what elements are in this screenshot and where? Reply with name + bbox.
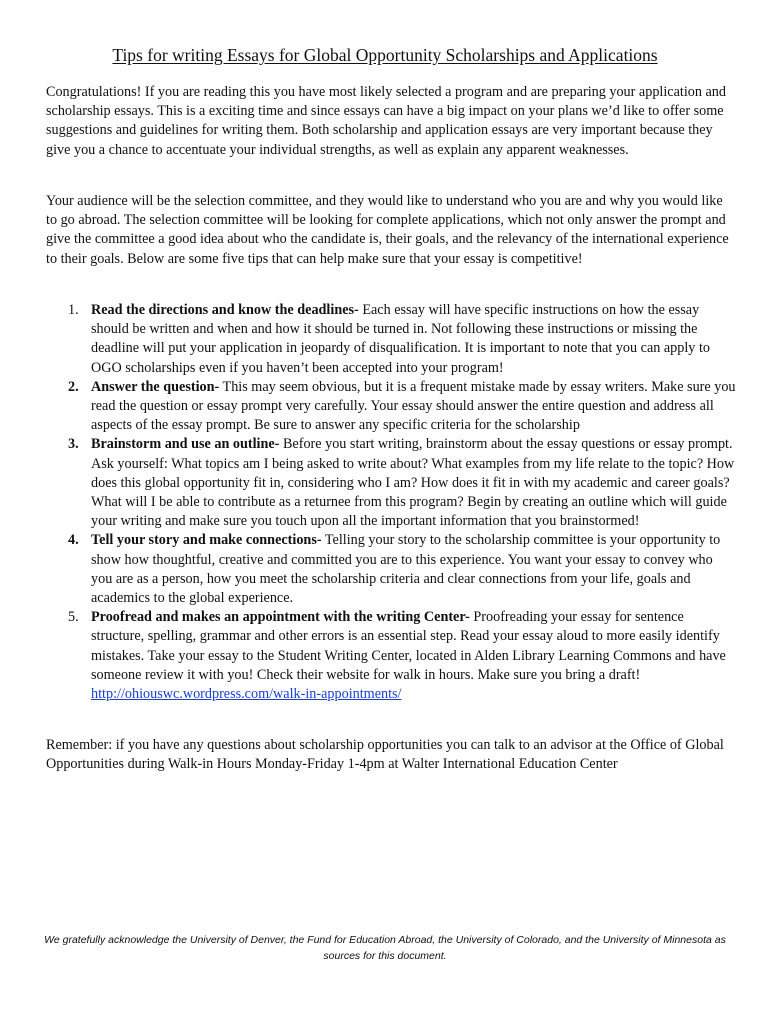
walk-in-appointments-link[interactable]: http://ohiouswc.wordpress.com/walk-in-appointments/ [91, 686, 402, 703]
intro-paragraph: Congratulations! If you are reading this you have most likely selected a program and are preparing your application and scholarship essays. This is a exciting time and since essays can have a big impact on your plans we’d like to offer some suggestions and guidelines for writing them. Both scholarship and application essays are very important because they give you a chance to accentuate your individual strengths, as well as explain any apparent weaknesses. [46, 84, 726, 158]
tip-number: 5. [68, 609, 79, 626]
tip-number: 4. [68, 532, 79, 549]
tip-title: Read the directions and know the deadlines- [91, 302, 359, 318]
tip-number: 1. [68, 302, 79, 318]
remember-paragraph: Remember: if you have any questions about scholarship opportunities you can talk to an advisor at the Office of Global Opportunities during Walk-in Hours Monday-Friday 1-4pm at Walter International Education Center [46, 737, 724, 773]
tip-title: Answer the question- [91, 378, 220, 395]
page-title: Tips for writing Essays for Global Opportunity Scholarships and Applications [112, 45, 658, 65]
tip-body: Before you start writing, brainstorm about the essay questions or essay prompt. Ask yourself: What topics am I being asked to write about? What examples from my life relate to the topic? How does this global opportunity fit in, considering who I am? How does it fit in with my academic and career goals? What will I be able to contribute as a returnee from this program? Begin by creating an outline which will guide your writing and make sure you touch upon all the important information that you brainstormed! [91, 436, 735, 530]
tip-body: Proofreading your essay for sentence structure, spelling, grammar and other errors is an essential step. Read your essay aloud to more easily identify mistakes. Take your essay to the Student Writing Center, located in Alden Library Learning Commons and have someone review it with you! Check their website for walk in hours. Make sure you bring a draft! [91, 609, 726, 683]
tips-list [46, 301, 736, 704]
list-item [46, 608, 736, 704]
list-item [46, 531, 736, 608]
tip-title: Tell your story and make connections- [91, 532, 322, 549]
tip-number: 3. [68, 436, 79, 453]
tip-title: Proofread and makes an appointment with the writing Center- [91, 609, 470, 626]
tip-number: 2. [68, 378, 79, 395]
audience-paragraph: Your audience will be the selection committee, and they would like to understand who you are and why you would like to go abroad. The selection committee will be looking for complete applications, which not only answer the prompt and give the committee a good idea about who the candidate is, their goals, and the relevancy of the international experience to their goals. Below are some five tips that can help make sure that your essay is competitive! [46, 193, 729, 267]
tip-title: Brainstorm and use an outline- [91, 436, 280, 453]
acknowledgement-footer: We gratefully acknowledge the University of Denver, the Fund for Education Abroad, the University of Colorado, and the University of Minnesota as sources for this document. [44, 934, 726, 962]
list-item [46, 435, 736, 531]
tip-body: Telling your story to the scholarship committee is your opportunity to show how thoughtful, creative and committed you are to this experience. You want your essay to convey who you are as a person, how you meet the scholarship criteria and clear connections from your life, goals and academics to the global experience. [91, 532, 721, 607]
list-item [46, 378, 736, 436]
list-item [46, 301, 736, 378]
tip-body: Each essay will have specific instructions on how the essay should be written and when and how it should be turned in. Not following these instructions or missing the deadline will put your application in jeopardy of disqualification. It is important to note that you can apply to OGO scholarships even if you haven’t been accepted into your program! [91, 302, 710, 376]
tip-body: This may seem obvious, but it is a frequent mistake made by essay writers. Make sure you read the question or essay prompt very carefully. Your essay should answer the entire question and address all aspects of the essay prompt. Be sure to answer any specific criteria for the scholarship [91, 378, 736, 434]
